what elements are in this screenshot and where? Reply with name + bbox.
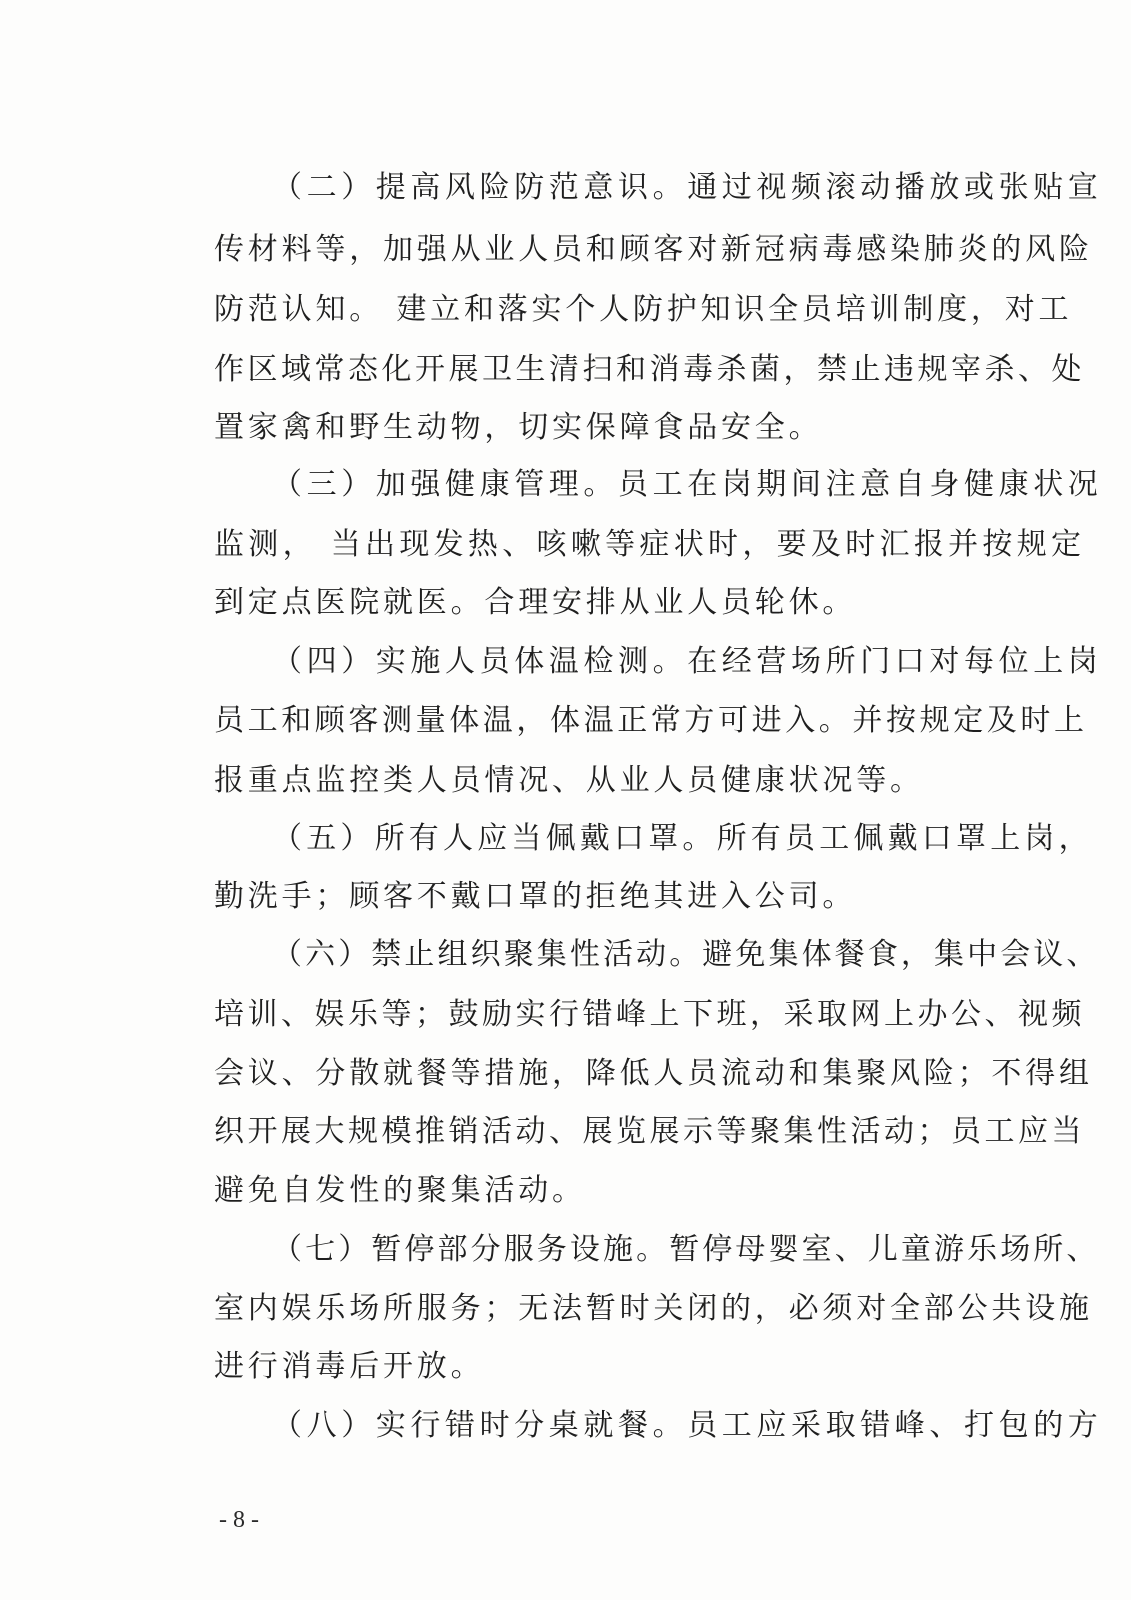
text-line: 进行消毒后开放。 (214, 1349, 485, 1384)
text-line: 织开展大规模推销活动、展览展示等聚集性活动；员工应当 (214, 1114, 1085, 1149)
text-line: 报重点监控类人员情况、从业人员健康状况等。 (214, 763, 924, 798)
text-line: 防范认知。 建立和落实个人防护知识全员培训制度，对工 (214, 292, 1073, 327)
text-line: 置家禽和野生动物，切实保障食品安全。 (214, 410, 823, 445)
page-number: - 8 - (219, 1507, 259, 1533)
text-line: （二）提高风险防范意识。通过视频滚动播放或张贴宣 (272, 170, 1103, 205)
text-line: 培训、娱乐等；鼓励实行错峰上下班，采取网上办公、视频 (214, 997, 1085, 1032)
text-line: 避免自发性的聚集活动。 (214, 1173, 586, 1208)
text-line: 传材料等，加强从业人员和顾客对新冠病毒感染肺炎的风险 (214, 232, 1093, 267)
text-line: （四）实施人员体温检测。在经营场所门口对每位上岗 (272, 644, 1103, 679)
text-line: （七）暂停部分服务设施。暂停母婴室、儿童游乐场所、 (272, 1232, 1100, 1267)
text-line: 到定点医院就医。合理安排从业人员轮休。 (214, 585, 857, 620)
text-line: 会议、分散就餐等措施，降低人员流动和集聚风险；不得组 (214, 1056, 1093, 1091)
text-line: （八）实行错时分桌就餐。员工应采取错峰、打包的方 (272, 1408, 1103, 1443)
text-line: （三）加强健康管理。员工在岗期间注意自身健康状况 (272, 467, 1103, 502)
text-line: 作区域常态化开展卫生清扫和消毒杀菌，禁止违规宰杀、处 (214, 352, 1085, 387)
text-line: （六）禁止组织聚集性活动。避免集体餐食，集中会议、 (272, 937, 1100, 972)
text-line: 员工和顾客测量体温，体温正常方可进入。并按规定及时上 (214, 703, 1088, 738)
text-line: 室内娱乐场所服务；无法暂时关闭的，必须对全部公共设施 (214, 1291, 1093, 1326)
text-line: 监测， 当出现发热、咳嗽等症状时，要及时汇报并按规定 (214, 527, 1086, 562)
text-line: （五）所有人应当佩戴口罩。所有员工佩戴口罩上岗， (272, 821, 1093, 856)
text-line: 勤洗手；顾客不戴口罩的拒绝其进入公司。 (214, 879, 857, 914)
